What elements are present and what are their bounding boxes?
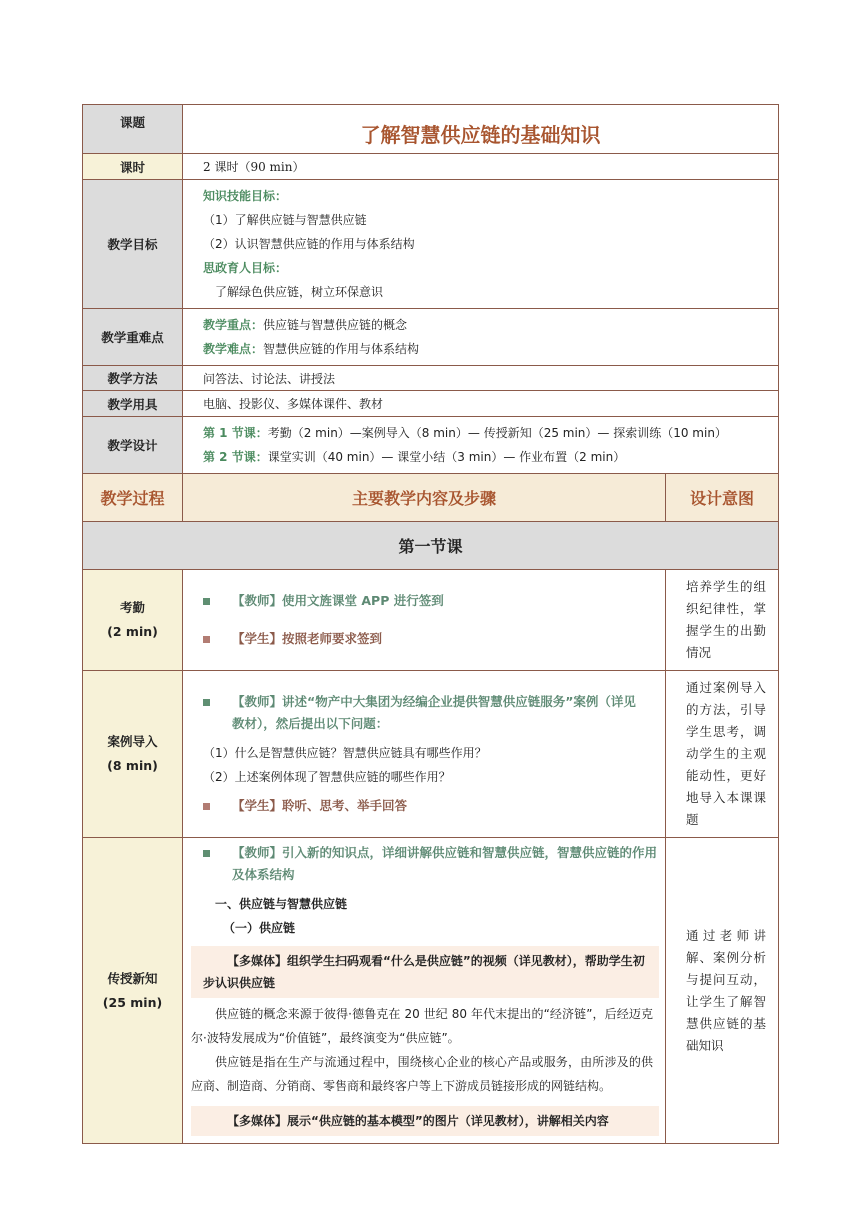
media-box-2: 【多媒体】展示“供应链的基本模型”的图片（详见教材），讲解相关内容 xyxy=(191,1106,659,1136)
objectives-content xyxy=(183,180,779,309)
process-col-header: 教学过程 xyxy=(83,474,183,522)
case-teacher: 【教师】讲述“物产中大集团为经编企业提供智慧供应链服务”案例（详见教材），然后提出以下问题： xyxy=(203,691,645,735)
ideology-item: 了解绿色供应链，树立环保意识 xyxy=(215,285,384,299)
attendance-student: 【学生】按照老师要求签到 xyxy=(203,628,645,650)
attendance-teacher: 【教师】使用文旌课堂 APP 进行签到 xyxy=(203,590,645,612)
difficulty-text: 智慧供应链的作用与体系结构 xyxy=(263,342,420,356)
teach-row xyxy=(83,838,779,1144)
intent-col-header: 设计意图 xyxy=(666,474,779,522)
attendance-time: (2 min) xyxy=(107,624,158,639)
design-label: 教学设计 xyxy=(83,417,183,474)
knowledge-item-1: （1）了解供应链与智慧供应链 xyxy=(203,213,367,227)
content-col-header: 主要教学内容及步骤 xyxy=(183,474,666,522)
lesson1-text: 考勤（2 min）—案例导入（8 min）— 传授新知（25 min）— 探索训练（10 min） xyxy=(267,426,727,440)
tools-label: 教学用具 xyxy=(83,391,183,417)
page-title: 了解智慧供应链的基础知识 xyxy=(183,105,779,154)
objectives-label: 教学目标 xyxy=(83,180,183,309)
case-row xyxy=(83,671,779,838)
lesson-plan xyxy=(82,104,778,1144)
case-question-1: （1）什么是智慧供应链？智慧供应链具有哪些作用？ xyxy=(203,746,487,760)
objectives-row xyxy=(83,180,779,309)
case-student: 【学生】聆听、思考、举手回答 xyxy=(203,795,645,817)
teach-paragraph-2: 供应链是指在生产与流通过程中，围绕核心企业的核心产品或服务，由所涉及的供应商、制造商、分销商、零售商和最终客户等上下游成员链接形成的网链结构。 xyxy=(191,1055,653,1093)
teach-intent: 通过老师讲解、案例分析与提问互动，让学生了解智慧供应链的基础知识 xyxy=(666,838,779,1144)
bullet-icon xyxy=(203,699,210,706)
case-intent: 通过案例导入的方法，引导学生思考，调动学生的主观能动性，更好地导入本课课题 xyxy=(666,671,779,838)
attendance-content xyxy=(183,570,666,671)
keypoints-content xyxy=(183,309,779,366)
hours-label: 课时 xyxy=(83,154,183,180)
keypoints-label: 教学重难点 xyxy=(83,309,183,366)
methods-row xyxy=(83,366,779,391)
attendance-title: 考勤 xyxy=(119,600,145,615)
tools-row xyxy=(83,391,779,417)
design-content xyxy=(183,417,779,474)
case-content xyxy=(183,671,666,838)
case-question-2: （2）上述案例体现了智慧供应链的哪些作用？ xyxy=(203,770,451,784)
lesson2-label: 第 2 节课： xyxy=(203,450,268,464)
media-box-1: 【多媒体】组织学生扫码观看“什么是供应链”的视频（详见教材），帮助学生初步认识供应链 xyxy=(191,946,659,998)
focus-label: 教学重点： xyxy=(203,318,264,332)
teach-label xyxy=(83,838,183,1144)
topic-row xyxy=(83,105,779,154)
attendance-label xyxy=(83,570,183,671)
methods-value: 问答法、讨论法、讲授法 xyxy=(183,366,779,391)
lesson2-text: 课堂实训（40 min）— 课堂小结（3 min）— 作业布置（2 min） xyxy=(267,450,626,464)
attendance-row xyxy=(83,570,779,671)
topic-label: 课题 xyxy=(83,105,183,154)
bullet-icon xyxy=(203,598,210,605)
teach-content xyxy=(183,838,666,1144)
tools-value: 电脑、投影仪、多媒体课件、教材 xyxy=(183,391,779,417)
bullet-icon xyxy=(203,850,210,857)
section-title: 第一节课 xyxy=(83,522,779,570)
teach-time: (25 min) xyxy=(102,994,163,1010)
methods-label: 教学方法 xyxy=(83,366,183,391)
case-time: (8 min) xyxy=(107,758,158,773)
lesson1-label: 第 1 节课： xyxy=(203,426,268,440)
section-row xyxy=(83,522,779,570)
teach-title: 传授新知 xyxy=(107,970,158,986)
hours-row xyxy=(83,154,779,180)
lesson-plan-table xyxy=(82,104,779,1144)
difficulty-label: 教学难点： xyxy=(203,342,264,356)
ideology-heading: 思政育人目标： xyxy=(203,261,288,275)
teach-paragraph-1: 供应链的概念来源于彼得·德鲁克在 20 世纪 80 年代末提出的“经济链”，后经迈克尔·波特发展成为“价值链”，最终演变为“供应链”。 xyxy=(191,1007,653,1045)
case-title: 案例导入 xyxy=(107,734,158,749)
knowledge-heading: 知识技能目标： xyxy=(203,189,288,203)
bullet-icon xyxy=(203,803,210,810)
focus-text: 供应链与智慧供应链的概念 xyxy=(263,318,408,332)
teach-teacher: 【教师】引入新的知识点，详细讲解供应链和智慧供应链，智慧供应链的作用及体系结构 xyxy=(203,842,659,886)
process-header-row xyxy=(83,474,779,522)
keypoints-row xyxy=(83,309,779,366)
bullet-icon xyxy=(203,636,210,643)
knowledge-item-2: （2）认识智慧供应链的作用与体系结构 xyxy=(203,237,415,251)
attendance-intent: 培养学生的组织纪律性，掌握学生的出勤情况 xyxy=(666,570,779,671)
design-row xyxy=(83,417,779,474)
teach-heading-2: （一）供应链 xyxy=(223,921,296,935)
teach-heading-1: 一、供应链与智慧供应链 xyxy=(215,897,348,911)
hours-value: 2 课时（90 min） xyxy=(183,154,779,180)
case-label xyxy=(83,671,183,838)
